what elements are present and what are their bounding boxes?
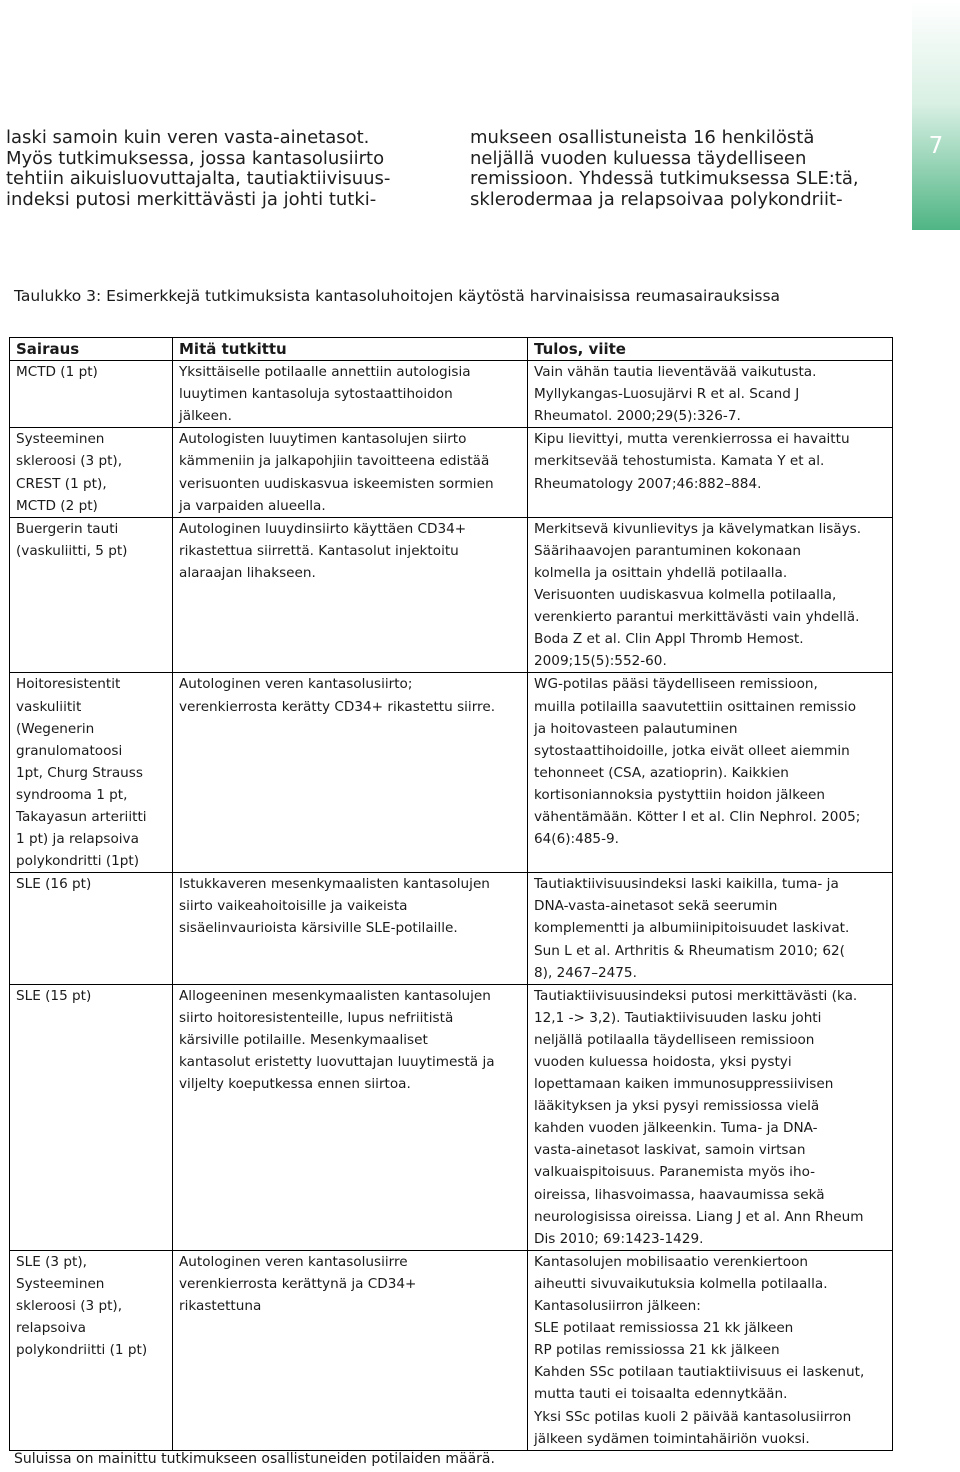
cell-line: kortisoniannoksia pystyttiin hoidon jälkeen [534, 786, 825, 803]
table-row [10, 428, 893, 517]
cell-line: valkuaispitoisuus. Paranemista myös iho- [534, 1164, 816, 1181]
cell-line: alaraajan lihakseen. [179, 564, 316, 581]
cell-line: sisäelinvaurioista kärsiville SLE-potilaille. [179, 920, 458, 937]
cell-line: kärsiville potilaille. Mesenkymaaliset [179, 1031, 428, 1048]
cell-line: SLE potilaat remissiossa 21 kk jälkeen [534, 1320, 794, 1337]
cell-line: SLE (15 pt) [16, 987, 92, 1004]
cell-line: Kantasolujen mobilisaatio verenkiertoon [534, 1253, 809, 1270]
cell-line: Sun L et al. Arthritis & Rheumatism 2010; 62( [534, 942, 845, 959]
cell-line: SLE (16 pt) [16, 876, 92, 893]
column-header-tutkittu: Mitä tutkittu [173, 338, 528, 361]
cell-tulos [528, 873, 893, 984]
cell-line: Tautiaktiivisuusindeksi putosi merkittävästi (ka. [534, 987, 858, 1004]
table-row [10, 1250, 893, 1450]
cell-line: verenkierrosta kerätty CD34+ rikastettu siirre. [179, 698, 496, 715]
cell-sairaus [10, 873, 173, 984]
cell-line: Takayasun arteriitti [16, 808, 147, 825]
cell-line: 1 pt) ja relapsoiva [16, 831, 139, 848]
cell-line: jälkeen sydämen toimintahäiriön vuoksi. [534, 1430, 810, 1447]
column-header-sairaus: Sairaus [10, 338, 173, 361]
cell-line: Allogeeninen mesenkymaalisten kantasolujen [179, 987, 491, 1004]
cell-line: 64(6):485-9. [534, 831, 619, 848]
cell-tulos [528, 1250, 893, 1450]
cell-line: (vaskuliitti, 5 pt) [16, 542, 128, 559]
cell-line: luuytimen kantasoluja sytostaattihoidon [179, 386, 453, 403]
cell-line: tehonneet (CSA, azatioprin). Kaikkien [534, 764, 789, 781]
cell-line: Verisuonten uudiskasvua kolmella potilaalla, [534, 587, 837, 604]
cell-line: Yksi SSc potilas kuoli 2 päivää kantasolusiirron [534, 1408, 852, 1425]
cell-line: syndrooma 1 pt, [16, 786, 128, 803]
body-line: mukseen osallistuneista 16 henkilöstä [470, 127, 815, 148]
cell-line: neurologisissa oireissa. Liang J et al. Ann Rheum [534, 1208, 864, 1225]
cell-line: sytostaattihoidoille, jotka eivät olleet aiemmin [534, 742, 850, 759]
cell-line: Systeeminen [16, 431, 105, 448]
table-row [10, 873, 893, 984]
cell-line: Kahden SSc potilaan tautiaktiivisuus ei laskenut, [534, 1364, 865, 1381]
cell-line: Autologinen luuydinsiirto käyttäen CD34+ [179, 520, 467, 537]
cell-line: 1pt, Churg Strauss [16, 764, 143, 781]
body-line: indeksi putosi merkittävästi ja johti tutki- [6, 188, 377, 210]
cell-tulos [528, 517, 893, 673]
cell-sairaus [10, 361, 173, 428]
cell-line: MCTD (2 pt) [16, 497, 98, 514]
cell-line: skleroosi (3 pt), [16, 453, 123, 470]
table-header-row [10, 338, 893, 361]
cell-line: jälkeen. [179, 408, 232, 425]
cell-line: verenkierrosta kerättynä ja CD34+ [179, 1275, 417, 1292]
cell-line: 8), 2467–2475. [534, 964, 637, 981]
cell-line: Kantasolusiirron jälkeen: [534, 1298, 701, 1315]
cell-line: (Wegenerin [16, 720, 95, 737]
cell-tulos [528, 984, 893, 1250]
cell-line: oireissa, lihasvoimassa, haavaumissa sekä [534, 1186, 825, 1203]
cell-line: Tautiaktiivisuusindeksi laski kaikilla, tuma- ja [534, 876, 839, 893]
cell-tulos [528, 428, 893, 517]
cell-line: MCTD (1 pt) [16, 364, 98, 381]
cell-line: lääkityksen ja yksi pysyi remissiossa vielä [534, 1098, 820, 1115]
table-caption: Taulukko 3: Esimerkkejä tutkimuksista kantasoluhoitojen käytöstä harvinaisissa reumasairauksissa [14, 287, 781, 305]
cell-line: ja hoitovasteen palautuminen [534, 720, 738, 737]
cell-line: Yksittäiselle potilaalle annettiin autologisia [179, 364, 471, 381]
body-text-right [470, 128, 859, 210]
body-text-left [6, 128, 390, 210]
cell-line: Vain vähän tautia lieventävää vaikutusta. [534, 364, 817, 381]
table-body [10, 361, 893, 1451]
page-tab [912, 0, 960, 230]
cell-line: Hoitoresistentit [16, 676, 121, 693]
body-line: sklerodermaa ja relapsoivaa polykondriit- [470, 188, 843, 210]
cell-line: DNA-vasta-ainetasot sekä seerumin [534, 898, 778, 915]
table-row [10, 673, 893, 873]
cell-tutkittu [173, 517, 528, 673]
cell-line: viljelty koeputkessa ennen siirtoa. [179, 1076, 411, 1093]
cell-sairaus [10, 984, 173, 1250]
cell-line: Dis 2010; 69:1423-1429. [534, 1230, 704, 1247]
cell-line: Rheumatol. 2000;29(5):326-7. [534, 408, 741, 425]
body-line: Myös tutkimuksessa, jossa kantasolusiirto [6, 147, 385, 169]
cell-line: Merkitsevä kivunlievitys ja kävelymatkan lisäys. [534, 520, 862, 537]
cell-tutkittu [173, 1250, 528, 1450]
cell-tulos [528, 673, 893, 873]
cell-line: Autologinen veren kantasolusiirre [179, 1253, 408, 1270]
results-table [9, 337, 893, 1451]
body-line: remissioon. Yhdessä tutkimuksessa SLE:tä, [470, 168, 859, 189]
cell-line: kolmella ja osittain yhdellä potilaalla. [534, 564, 788, 581]
cell-line: verenkierto parantui merkittävästi vain yhdellä. [534, 609, 860, 626]
table-footnote: Suluissa on mainittu tutkimukseen osallistuneiden potilaiden määrä. [14, 1451, 495, 1467]
cell-line: lopettamaan kaiken immunosuppressiivisen [534, 1076, 834, 1093]
cell-line: vaskuliitit [16, 698, 82, 715]
cell-line: SLE (3 pt), [16, 1253, 87, 1270]
cell-line: aiheutti sivuvaikutuksia kolmella potilaalla. [534, 1275, 828, 1292]
cell-tulos [528, 361, 893, 428]
cell-line: siirto hoitoresistenteille, lupus nefriitistä [179, 1009, 454, 1026]
cell-tutkittu [173, 984, 528, 1250]
cell-line: ja varpaiden alueella. [179, 497, 326, 514]
cell-line: rikastettuna [179, 1298, 262, 1315]
cell-line: merkitsevää tehostumista. Kamata Y et al. [534, 453, 825, 470]
cell-sairaus [10, 428, 173, 517]
cell-line: granulomatoosi [16, 742, 123, 759]
cell-tutkittu [173, 873, 528, 984]
cell-sairaus [10, 1250, 173, 1450]
cell-line: Buergerin tauti [16, 520, 119, 537]
table-row [10, 517, 893, 673]
cell-line: kantasolut eristetty luovuttajan luuytimestä ja [179, 1054, 495, 1070]
body-line: laski samoin kuin veren vasta-ainetasot. [6, 127, 370, 148]
cell-line: Boda Z et al. Clin Appl Thromb Hemost. [534, 631, 804, 648]
cell-tutkittu [173, 361, 528, 428]
cell-line: rikastettua siirrettä. Kantasolut injektoitu [179, 542, 459, 559]
cell-line: Istukkaveren mesenkymaalisten kantasolujen [179, 876, 490, 893]
cell-line: Säärihaavojen parantuminen kokonaan [534, 542, 802, 559]
cell-line: Autologisten luuytimen kantasolujen siirto [179, 431, 467, 448]
table-row [10, 361, 893, 428]
cell-line: neljällä potilaalla täydelliseen remissioon [534, 1031, 815, 1048]
cell-line: vasta-ainetasot laskivat, samoin virtsan [534, 1142, 806, 1159]
cell-line: polykondritti (1pt) [16, 853, 140, 870]
cell-line: Rheumatology 2007;46:882–884. [534, 475, 762, 492]
cell-sairaus [10, 673, 173, 873]
cell-line: Myllykangas-Luosujärvi R et al. Scand J [534, 386, 800, 403]
cell-tutkittu [173, 428, 528, 517]
cell-line: vähentämään. Kötter I et al. Clin Nephrol. 2005; [534, 808, 861, 825]
cell-line: verisuonten uudiskasvua iskeemisten sormien [179, 475, 494, 492]
cell-line: kämmeniin ja jalkapohjiin tavoitteena edistää [179, 453, 490, 470]
cell-line: vuoden kuluessa hoidosta, yksi pystyi [534, 1054, 792, 1070]
cell-line: 12,1 -> 3,2). Tautiaktiivisuuden lasku johti [534, 1009, 822, 1026]
cell-line: Autologinen veren kantasolusiirto; [179, 676, 413, 693]
cell-sairaus [10, 517, 173, 673]
column-header-tulos: Tulos, viite [528, 338, 893, 361]
body-line: neljällä vuoden kuluessa täydelliseen [470, 147, 807, 169]
cell-line: mutta tauti ei toisaalta edennytkään. [534, 1386, 788, 1403]
cell-line: 2009;15(5):552-60. [534, 653, 667, 670]
body-line: tehtiin aikuisluovuttajalta, tautiaktiivisuus- [6, 168, 391, 189]
cell-line: komplementti ja albumiinipitoisuudet laskivat. [534, 920, 850, 937]
page-number: 7 [928, 133, 944, 159]
cell-line: muilla potilailla saavutettiin osittainen remissio [534, 698, 857, 715]
cell-line: skleroosi (3 pt), [16, 1298, 123, 1315]
cell-line: CREST (1 pt), [16, 475, 107, 492]
cell-line: Kipu lievittyi, mutta verenkierrossa ei havaittu [534, 431, 850, 448]
cell-line: WG-potilas pääsi täydelliseen remissioon, [534, 676, 818, 693]
cell-line: relapsoiva [16, 1320, 86, 1337]
cell-line: siirto vaikeahoitoisille ja vaikeista [179, 898, 408, 915]
cell-line: RP potilas remissiossa 21 kk jälkeen [534, 1342, 780, 1359]
cell-line: Systeeminen [16, 1275, 105, 1292]
table-row [10, 984, 893, 1250]
cell-line: kahden vuoden jälkeenkin. Tuma- ja DNA- [534, 1120, 818, 1137]
cell-line: polykondriitti (1 pt) [16, 1342, 148, 1359]
cell-tutkittu [173, 673, 528, 873]
